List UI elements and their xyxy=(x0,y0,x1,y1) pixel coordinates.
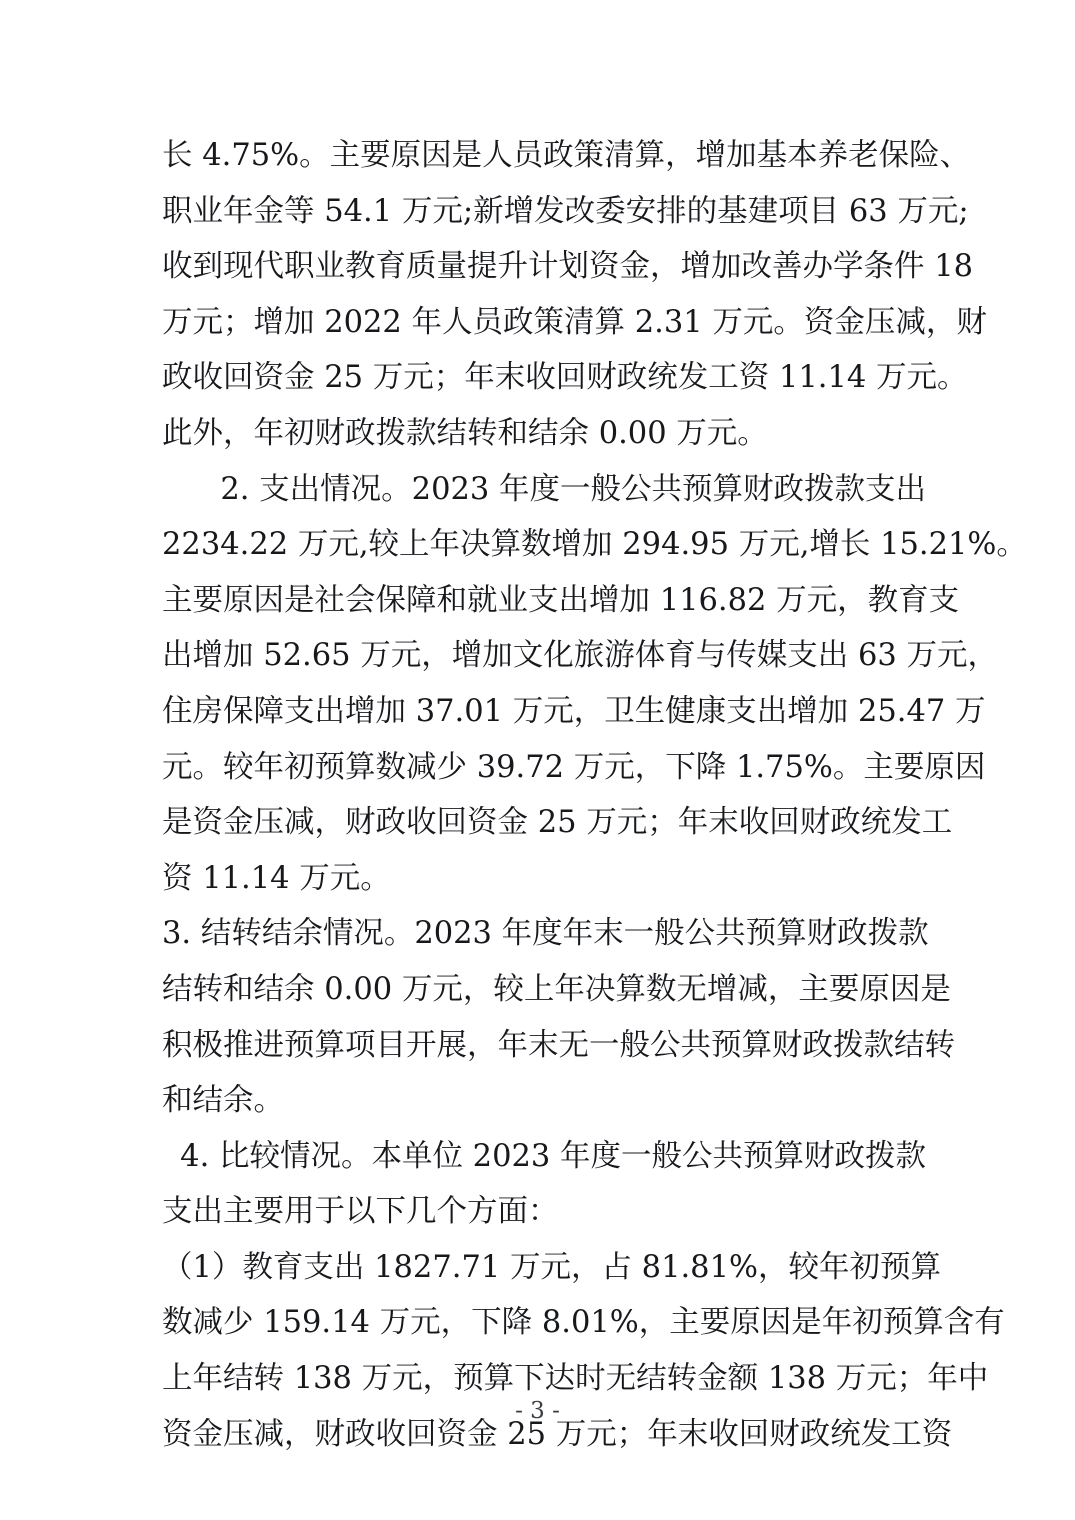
paragraph xyxy=(162,1240,1005,1462)
text-line: 收 到 现 代 职 业 教 育 质 量 提 升 计 划 资 金 ， 增 加 改 善 办 学 条 件 1 8 xyxy=(162,249,974,285)
text-line: 元 。 较 年 初 预 算 数 减 少 3 9 . 7 2 万 元 ， 下 降 1 . 7 5 % 。 主 要 原 因 xyxy=(162,749,986,785)
text-line: 结 转 和 结 余 0 . 0 0 万 元 ， 较 上 年 决 算 数 无 增 减 ， 主 要 原 因 是 xyxy=(162,971,951,1007)
text-line: 万 元 ； 增 加 2 0 2 2 年 人 员 政 策 清 算 2 . 3 1 万 元 。 资 金 压 减 ， 财 xyxy=(162,304,987,340)
text-line: 数 减 少 1 5 9 . 1 4 万 元 ， 下 降 8 . 0 1 % ， 主 要 原 因 是 年 初 预 算 含 有 xyxy=(162,1305,1005,1341)
text-line: 出 增 加 5 2 . 6 5 万 元 ， 增 加 文 化 旅 游 体 育 与 传 媒 支 出 6 3 万 元 ， xyxy=(162,638,998,674)
text-line: 资金压减，财政收回资金 25 万元；年末收回财政统发工资 xyxy=(162,1416,953,1452)
paragraph xyxy=(162,906,955,1128)
paragraph xyxy=(162,1129,926,1240)
page-number-footer: - 3 - xyxy=(515,1398,560,1424)
text-line: 职 业 年 金 等 5 4 . 1 万 元 ; 新 增 发 改 委 安 排 的 基 建 项 目 6 3 万 元 ; xyxy=(162,193,969,229)
text-line: 4 . 比 较 情 况 。 本 单 位 2 0 2 3 年 度 一 般 公 共 预 算 财 政 拨 款 xyxy=(162,1129,926,1185)
text-line: 主 要 原 因 是 社 会 保 障 和 就 业 支 出 增 加 1 1 6 . 8 2 万 元 ， 教 育 支 xyxy=(162,582,960,618)
text-line: 2 . 支 出 情 况 。 2 0 2 3 年 度 一 般 公 共 预 算 财 政 拨 款 支 出 xyxy=(162,462,926,518)
paragraph-indent xyxy=(162,1129,180,1185)
paragraph-indent xyxy=(162,462,220,518)
text-line: 和结余。 xyxy=(162,1083,284,1119)
text-line: 积 极 推 进 预 算 项 目 开 展 ， 年 末 无 一 般 公 共 预 算 财 政 拨 款 结 转 xyxy=(162,1027,955,1063)
text-line: 3 . 结 转 结 余 情 况 。 2 0 2 3 年 度 年 末 一 般 公 共 预 算 财 政 拨 款 xyxy=(162,916,929,952)
text-line: 政 收 回 资 金 2 5 万 元 ； 年 末 收 回 财 政 统 发 工 资 1 1 . 1 4 万 元 。 xyxy=(162,360,968,396)
paragraph xyxy=(162,462,1027,907)
text-line: 上 年 结 转 1 3 8 万 元 ， 预 算 下 达 时 无 结 转 金 额 1 3 8 万 元 ； 年 中 xyxy=(162,1361,989,1397)
text-line: 是 资 金 压 减 ， 财 政 收 回 资 金 2 5 万 元 ； 年 末 收 回 财 政 统 发 工 xyxy=(162,805,953,841)
text-line: 住 房 保 障 支 出 增 加 3 7 . 0 1 万 元 ， 卫 生 健 康 支 出 增 加 2 5 . 4 7 万 xyxy=(162,693,986,729)
text-line: 2 2 3 4 . 2 2 万 元 , 较 上 年 决 算 数 增 加 2 9 4 . 9 5 万 元 , 增 长 1 5 . 2 1 % 。 xyxy=(162,527,1027,563)
text-line: 长 4 . 7 5 % 。 主 要 原 因 是 人 员 政 策 清 算 ， 增 加 基 本 养 老 保 险 、 xyxy=(162,138,971,173)
document-body xyxy=(162,128,1027,1462)
paragraph xyxy=(162,128,987,462)
text-line: 支出主要用于以下几个方面： xyxy=(162,1194,559,1230)
text-line: 资 11.14 万元。 xyxy=(162,860,391,896)
text-line: （ 1 ） 教 育 支 出 1 8 2 7 . 7 1 万 元 ， 占 8 1 . 8 1 % ， 较 年 初 预 算 xyxy=(162,1249,941,1285)
text-line: 此外，年初财政拨款结转和结余 0.00 万元。 xyxy=(162,415,768,451)
